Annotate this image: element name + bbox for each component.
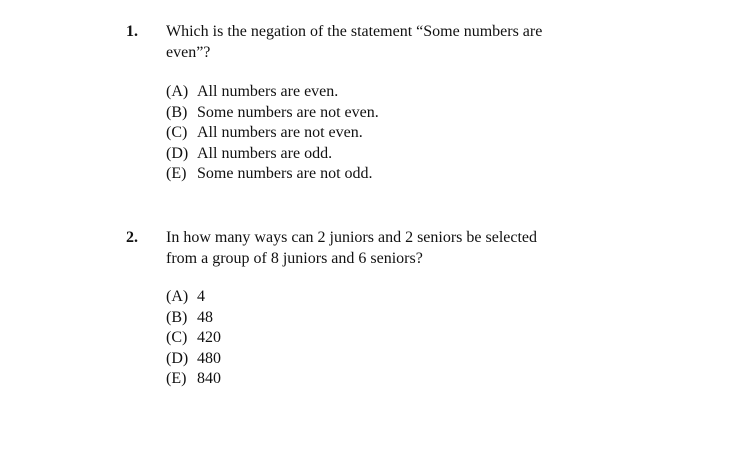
choice-letter: (C) — [166, 329, 188, 346]
choice-letter: (D) — [166, 350, 189, 367]
choice-letter: (E) — [166, 370, 187, 387]
choice-letter: (B) — [166, 104, 188, 121]
answer-choice-e[interactable] — [166, 164, 373, 184]
answer-choice-d[interactable] — [166, 349, 221, 369]
choice-letter: (D) — [166, 145, 189, 162]
question-text — [166, 21, 576, 63]
question-text-line: In how many ways can 2 juniors and 2 seniors be selected — [166, 229, 538, 246]
answer-choice-b[interactable] — [166, 103, 379, 123]
answer-choice-c[interactable] — [166, 328, 221, 348]
choice-text: All numbers are even. — [197, 83, 339, 100]
choice-text: 480 — [197, 350, 221, 367]
choice-text: All numbers are not even. — [197, 124, 363, 141]
choice-text: 4 — [197, 288, 205, 305]
question-text-line: Which is the negation of the statement “Some numbers are — [166, 23, 543, 40]
answer-choice-d[interactable] — [166, 144, 332, 164]
choice-text: 840 — [197, 370, 221, 387]
question-number: 1. — [126, 23, 138, 40]
question-number: 2. — [126, 229, 138, 246]
question-text — [166, 227, 576, 269]
choice-letter: (C) — [166, 124, 188, 141]
choice-letter: (A) — [166, 288, 189, 305]
answer-choice-a[interactable] — [166, 82, 338, 102]
answer-choice-a[interactable] — [166, 287, 205, 307]
answer-choice-c[interactable] — [166, 123, 363, 143]
answer-choice-e[interactable] — [166, 369, 221, 389]
choice-letter: (A) — [166, 83, 189, 100]
choice-text: Some numbers are not odd. — [197, 165, 373, 182]
choice-letter: (B) — [166, 309, 188, 326]
choice-text: 48 — [197, 309, 213, 326]
choice-text: Some numbers are not even. — [197, 104, 379, 121]
choice-letter: (E) — [166, 165, 187, 182]
question-text-line: from a group of 8 juniors and 6 seniors? — [166, 250, 423, 267]
choice-text: All numbers are odd. — [197, 145, 333, 162]
choice-text: 420 — [197, 329, 221, 346]
answer-choice-b[interactable] — [166, 308, 213, 328]
question-text-line: even”? — [166, 44, 211, 61]
